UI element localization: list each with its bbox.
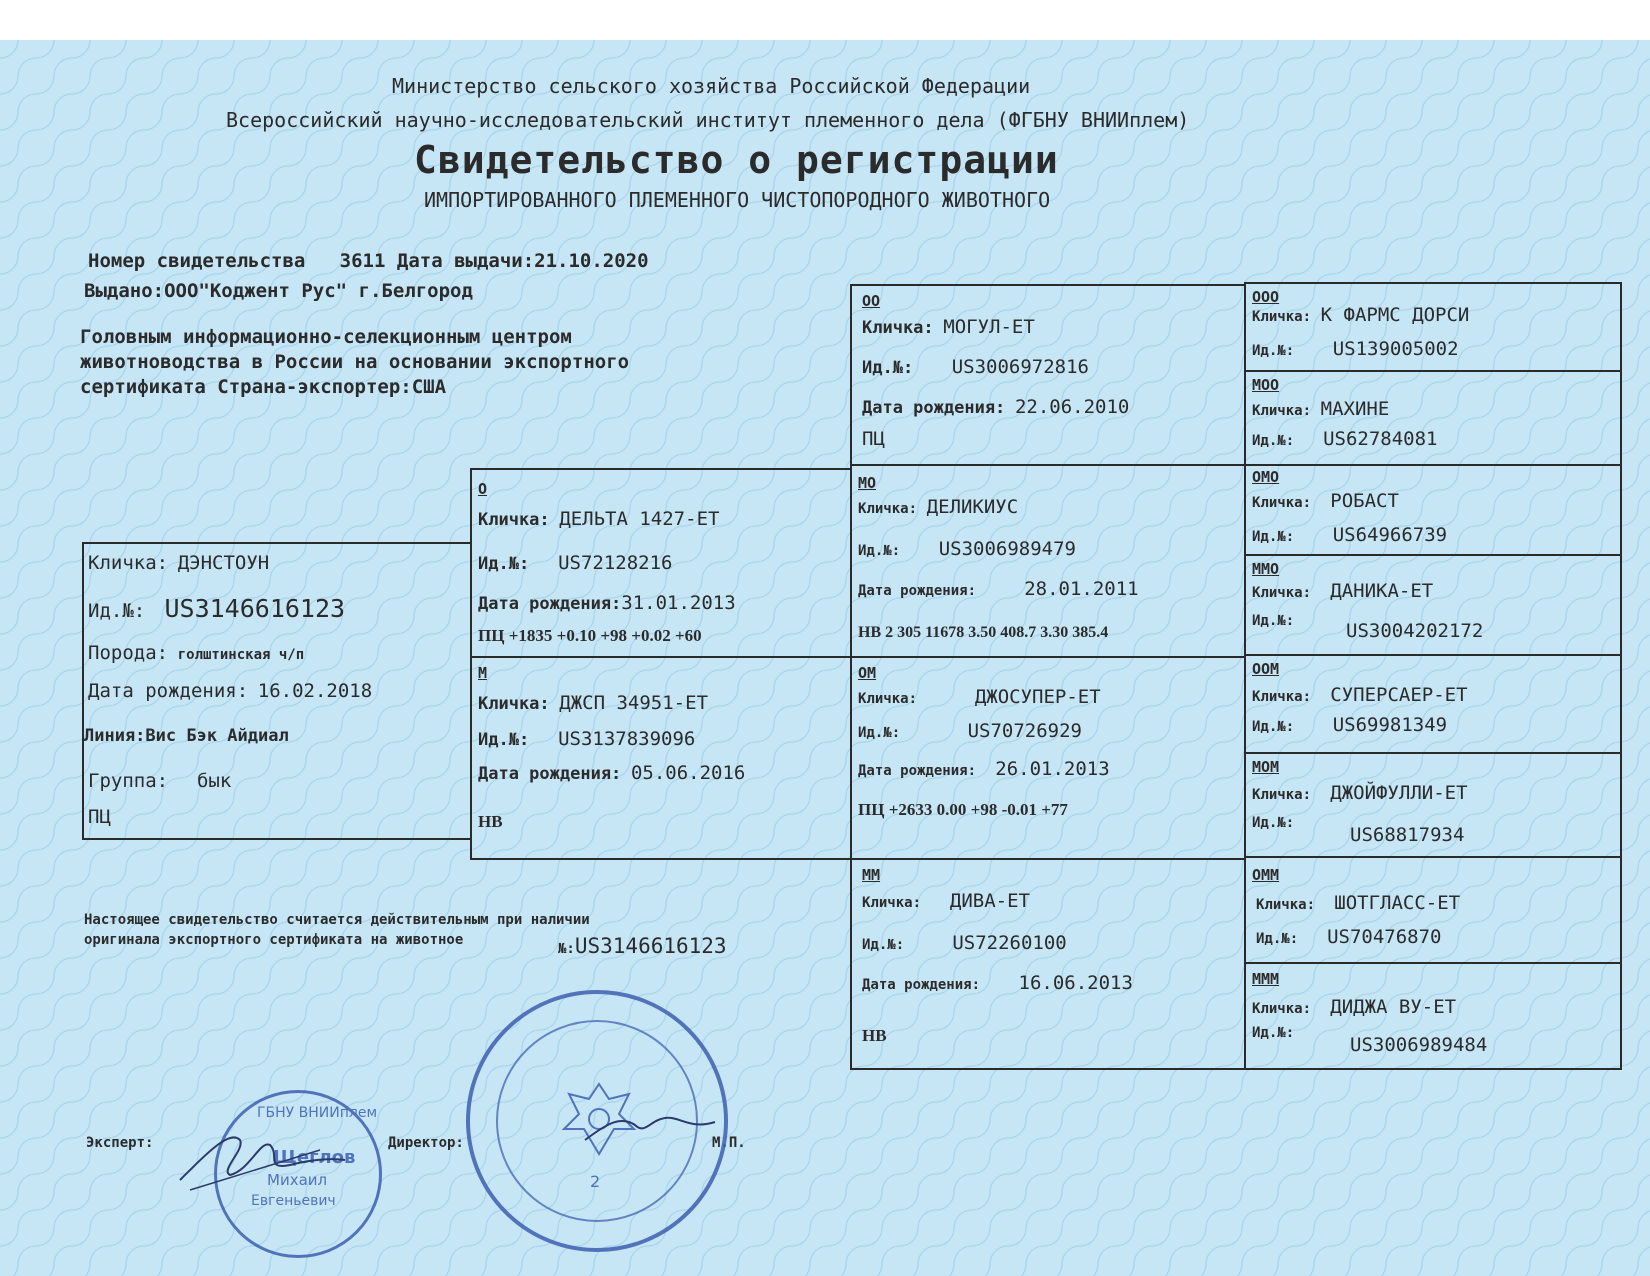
cert-no-label: №: (558, 941, 575, 957)
animal-birth-row (88, 680, 372, 702)
oo-name-row (862, 316, 1035, 338)
basis-text: сертификата Страна-экспортер: (80, 376, 412, 398)
animal-breed-row (88, 642, 304, 664)
ooo-name-row (1252, 304, 1469, 326)
omm-id: US70476870 (1327, 926, 1442, 948)
animal-name-row (88, 552, 269, 574)
expert-stamp-org: ГБНУ ВНИИплем (257, 1105, 378, 1121)
father-birth: 31.01.2013 (621, 592, 736, 614)
mmo-code: ММО (1252, 560, 1280, 578)
animal-line-label: Линия: (84, 726, 146, 746)
ooo-code: ООО (1252, 288, 1280, 306)
mmm-name-label: Кличка: (1252, 1001, 1312, 1017)
om-name-label: Кличка: (858, 691, 918, 707)
expert-stamp-name3: Евгеньевич (251, 1193, 336, 1209)
mm-name-label: Кличка: (862, 895, 922, 911)
animal-group-row (88, 770, 231, 792)
oom-id-label: Ид.№: (1252, 719, 1295, 735)
mother-name-row (478, 692, 708, 714)
certificate-number-line (88, 250, 649, 272)
oo-birth-row (862, 396, 1129, 418)
oom-name-label: Кличка: (1252, 689, 1312, 705)
om-name-row (858, 686, 1101, 708)
ooo-name: К ФАРМС ДОРСИ (1320, 304, 1470, 326)
omm-id-label: Ид.№: (1256, 931, 1299, 947)
oo-id: US3006972816 (951, 356, 1089, 378)
export-country: США (411, 376, 447, 398)
moo-id: US62784081 (1323, 428, 1438, 450)
document-subtitle: ИМПОРТИРОВАННОГО ПЛЕМЕННОГО ЧИСТОПОРОДНОГО ЖИВОТНОГО (424, 188, 1051, 212)
omo-id-label: Ид.№: (1252, 529, 1295, 545)
mm-id-row (862, 932, 1067, 954)
mm-perf: НВ (862, 1026, 887, 1045)
mother-id-label: Ид.№: (478, 730, 530, 750)
validity-cert-no (558, 934, 727, 958)
father-name: ДЕЛЬТА 1427-ЕТ (559, 508, 720, 530)
oom-name: СУПЕРСАЕР-ЕТ (1330, 684, 1468, 706)
mmm-id-label: Ид.№: (1252, 1025, 1295, 1041)
validity-line-2: оригинала экспортного сертификата на животное (84, 932, 464, 948)
ooo-id-label: Ид.№: (1252, 343, 1295, 359)
moo-name: МАХИНЕ (1320, 398, 1390, 420)
director-label: Директор: (388, 1135, 464, 1151)
om-id-label: Ид.№: (858, 725, 901, 741)
om-name: ДЖОСУПЕР-ЕТ (974, 686, 1101, 708)
animal-line: Вис Бэк Айдиал (145, 726, 289, 746)
om-birth-label: Дата рождения: (858, 763, 977, 779)
document-title: Свидетельство о регистрации (414, 138, 1059, 182)
ggp-divider-6 (1244, 856, 1622, 858)
seal-number: 2 (590, 1172, 601, 1191)
omm-code: ОММ (1252, 866, 1280, 884)
animal-name: ДЭНСТОУН (177, 552, 270, 574)
om-birth-row (858, 758, 1110, 780)
moo-code: МОО (1252, 376, 1280, 394)
mo-birth-row (858, 578, 1139, 600)
mmm-name: ДИДЖА ВУ-ЕТ (1330, 996, 1457, 1018)
certificate-number: 3611 (339, 250, 386, 272)
mom-code: МОМ (1252, 758, 1280, 776)
father-id-row (478, 552, 672, 574)
mmo-id: US3004202172 (1346, 620, 1484, 642)
oo-name: МОГУЛ-ЕТ (943, 316, 1035, 338)
oo-id-row (862, 356, 1089, 378)
oo-perf: ПЦ (862, 428, 885, 450)
oo-code: ОО (862, 292, 881, 310)
omm-name: ШОТГЛАСС-ЕТ (1334, 892, 1461, 914)
mo-code: МО (858, 474, 877, 492)
expert-stamp-name2: Михаил (267, 1171, 328, 1189)
ggp-divider-3 (1244, 554, 1622, 556)
father-name-row (478, 508, 719, 530)
animal-id: US3146616123 (164, 594, 346, 623)
parents-divider (470, 656, 852, 658)
father-id: US72128216 (558, 552, 673, 574)
mother-birth-row (478, 762, 745, 784)
issue-date: 21.10.2020 (534, 250, 649, 272)
mm-birth-row (862, 972, 1133, 994)
omo-id: US64966739 (1332, 524, 1448, 546)
institute-line: Всероссийский научно-исследовательский институт племенного дела (ФГБНУ ВНИИплем) (226, 108, 1190, 132)
mm-birth-label: Дата рождения: (862, 977, 981, 993)
mm-birth: 16.06.2013 (1018, 972, 1133, 994)
father-code: О (478, 480, 488, 498)
mother-name: ДЖСП 34951-ЕТ (559, 692, 709, 714)
oo-name-label: Кличка: (862, 318, 934, 338)
mmm-name-row (1252, 996, 1456, 1018)
animal-id-label: Ид.№: (88, 600, 146, 622)
mmo-id-row (1252, 610, 1294, 629)
omo-name: РОБАСТ (1330, 490, 1399, 512)
mmm-id: US3006989484 (1350, 1034, 1488, 1056)
number-label: Номер свидетельства (88, 250, 306, 272)
issue-date-label: Дата выдачи: (396, 250, 535, 272)
omm-id-row (1256, 926, 1441, 948)
animal-breed-label: Порода: (88, 642, 169, 664)
ggp-divider-2 (1244, 464, 1622, 466)
mother-birth: 05.06.2016 (630, 762, 746, 784)
oo-id-label: Ид.№: (862, 358, 914, 378)
mother-birth-label: Дата рождения: (478, 764, 622, 784)
mmm-id-row (1252, 1022, 1294, 1041)
mmo-id-label: Ид.№: (1252, 613, 1295, 629)
gp-divider-2 (850, 656, 1246, 658)
basis-line-2: животноводства в России на основании экспортного (80, 351, 630, 373)
director-signature (580, 1100, 720, 1160)
mmo-name: ДАНИКА-ЕТ (1330, 580, 1434, 602)
mo-birth-label: Дата рождения: (858, 583, 977, 599)
omo-name-row (1252, 490, 1399, 512)
issued-label: Выдано: (84, 280, 165, 302)
expert-signature (170, 1110, 350, 1200)
ggp-divider-5 (1244, 752, 1622, 754)
animal-group-label: Группа: (88, 770, 169, 792)
mom-name-label: Кличка: (1252, 787, 1312, 803)
oo-birth: 22.06.2010 (1014, 396, 1130, 418)
mother-id: US3137839096 (558, 728, 696, 750)
moo-name-label: Кличка: (1252, 403, 1312, 419)
omo-name-label: Кличка: (1252, 495, 1312, 511)
animal-line-row (84, 726, 289, 746)
mom-name-row (1252, 782, 1468, 804)
mm-id-label: Ид.№: (862, 937, 905, 953)
om-id-row (858, 720, 1082, 742)
issued-to-line (84, 280, 473, 302)
om-id: US70726929 (967, 720, 1082, 742)
moo-id-label: Ид.№: (1252, 433, 1295, 449)
om-perf: ПЦ +2633 0.00 +98 -0.01 +77 (858, 800, 1068, 819)
mo-name-row (858, 496, 1018, 518)
mother-code: М (478, 664, 488, 682)
mom-name: ДЖОЙФУЛЛИ-ЕТ (1330, 782, 1468, 804)
animal-breed: голштинская ч/п (177, 647, 305, 663)
cert-no: US3146616123 (574, 934, 727, 958)
mo-id-label: Ид.№: (858, 543, 901, 559)
ooo-id: US139005002 (1332, 338, 1459, 360)
moo-id-row (1252, 428, 1437, 450)
mmo-name-label: Кличка: (1252, 585, 1312, 601)
gp-divider-1 (850, 464, 1246, 466)
mother-name-label: Кличка: (478, 694, 550, 714)
animal-name-label: Кличка: (88, 552, 169, 574)
oom-name-row (1252, 684, 1468, 706)
basis-line-3 (80, 376, 446, 398)
mother-id-row (478, 728, 695, 750)
animal-id-row (88, 594, 345, 623)
animal-group: бык (196, 770, 232, 792)
father-id-label: Ид.№: (478, 554, 530, 574)
expert-label: Эксперт: (86, 1135, 154, 1151)
mom-id-label: Ид.№: (1252, 815, 1295, 831)
mm-name-row (862, 890, 1030, 912)
mo-perf: НВ 2 305 11678 3.50 408.7 3.30 385.4 (858, 624, 1109, 641)
omo-id-row (1252, 524, 1447, 546)
mo-id: US3006989479 (938, 538, 1076, 560)
father-name-label: Кличка: (478, 510, 550, 530)
mo-name: ДЕЛИКИУС (926, 496, 1019, 518)
father-perf: ПЦ +1835 +0.10 +98 +0.02 +60 (478, 626, 702, 645)
mo-name-label: Кличка: (858, 501, 918, 517)
validity-line-1: Настоящее свидетельство считается действительным при наличии (84, 912, 590, 928)
ggp-divider-7 (1244, 962, 1622, 964)
animal-pc: ПЦ (88, 806, 111, 828)
mmo-name-row (1252, 580, 1433, 602)
omo-code: ОМО (1252, 468, 1280, 486)
oom-code: ООМ (1252, 660, 1280, 678)
father-birth-row (478, 592, 736, 614)
ministry-line: Министерство сельского хозяйства Российской Федерации (392, 74, 1031, 98)
mother-perf: НВ (478, 812, 503, 831)
mm-id: US72260100 (952, 932, 1067, 954)
oo-birth-label: Дата рождения: (862, 398, 1006, 418)
mo-id-row (858, 538, 1076, 560)
father-birth-label: Дата рождения: (478, 594, 622, 614)
animal-birth-label: Дата рождения: (88, 680, 249, 702)
ggp-divider-1 (1244, 370, 1622, 372)
om-birth: 26.01.2013 (995, 758, 1110, 780)
animal-birth: 16.02.2018 (257, 680, 373, 702)
mom-id-row (1252, 812, 1294, 831)
ggp-divider-4 (1244, 654, 1622, 656)
oom-id: US69981349 (1332, 714, 1448, 736)
omm-name-label: Кличка: (1256, 897, 1316, 913)
mom-id: US68817934 (1350, 824, 1465, 846)
basis-line-1: Головным информационно-селекционным центром (80, 326, 572, 348)
mp-label: М.П. (712, 1135, 746, 1151)
om-code: ОМ (858, 664, 877, 682)
ooo-name-label: Кличка: (1252, 309, 1312, 325)
omm-name-row (1256, 892, 1460, 914)
mo-birth: 28.01.2011 (1024, 578, 1139, 600)
mmm-code: МММ (1252, 970, 1280, 988)
ooo-id-row (1252, 338, 1459, 360)
mm-name: ДИВА-ЕТ (949, 890, 1030, 912)
expert-stamp-name1: Щеглов (273, 1147, 356, 1168)
oom-id-row (1252, 714, 1447, 736)
gp-divider-3 (850, 858, 1246, 860)
issued-to: ООО"Коджент Рус" г.Белгород (164, 280, 473, 302)
mm-code: ММ (862, 866, 881, 884)
moo-name-row (1252, 398, 1389, 420)
